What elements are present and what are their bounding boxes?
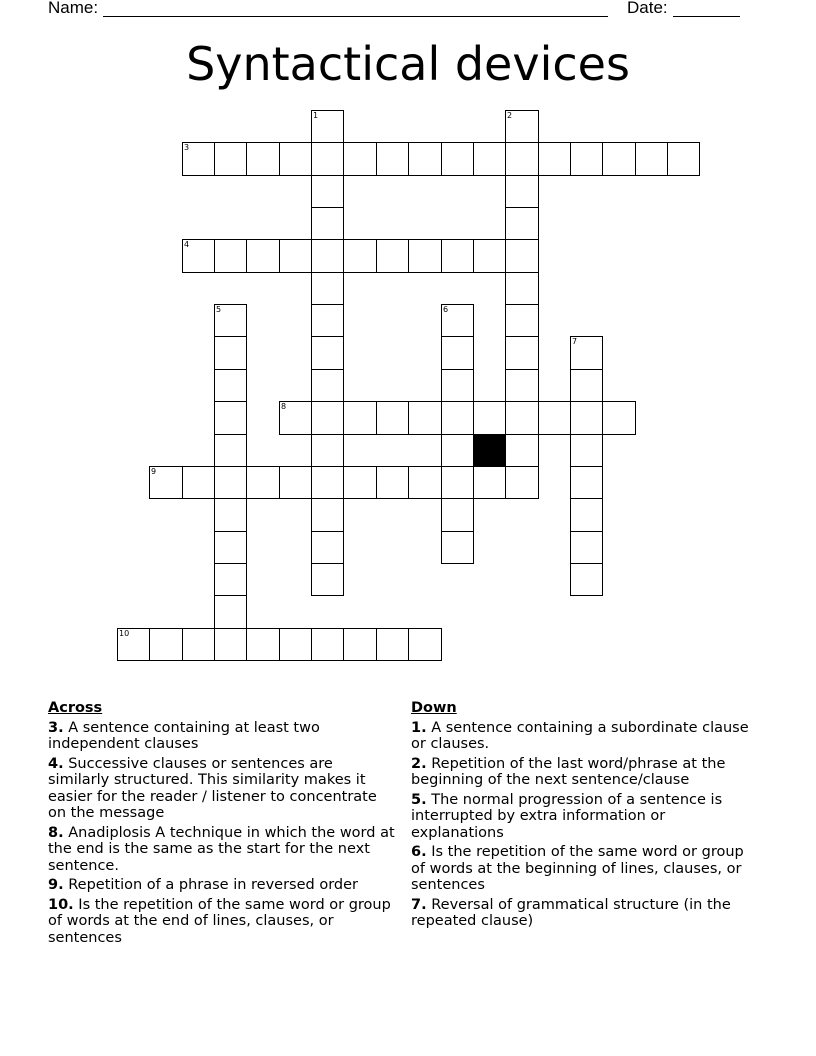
grid-cell[interactable] <box>376 401 409 435</box>
grid-cell[interactable] <box>279 466 312 499</box>
grid-cell[interactable] <box>311 401 344 435</box>
across-clues <box>48 700 398 949</box>
grid-cell[interactable] <box>570 142 603 176</box>
grid-cell[interactable] <box>441 369 474 402</box>
clue-number-label: 4 <box>184 240 190 249</box>
grid-cell[interactable] <box>246 466 280 499</box>
clue <box>411 792 751 842</box>
grid-cell[interactable] <box>311 466 344 499</box>
clue-number-label: 5 <box>216 305 222 314</box>
grid-cell[interactable] <box>505 175 539 208</box>
clue <box>48 877 398 894</box>
grid-cell[interactable] <box>311 498 344 532</box>
clue-number: 2. <box>411 755 427 772</box>
grid-cell[interactable] <box>408 401 442 435</box>
grid-cell[interactable] <box>602 401 636 435</box>
clue <box>48 720 398 753</box>
grid-cell[interactable] <box>505 401 539 435</box>
grid-cell[interactable] <box>214 434 247 467</box>
grid-cell[interactable] <box>149 628 183 661</box>
clue-text: Repetition of a phrase in reversed order <box>68 877 358 893</box>
clue-number: 9. <box>48 877 64 893</box>
clue <box>411 720 751 753</box>
clue-number: 3. <box>48 719 64 736</box>
clue-number-label: 9 <box>151 467 157 476</box>
clue-number-label: 3 <box>184 143 190 152</box>
grid-cell[interactable] <box>343 142 377 176</box>
clue-number-label: 7 <box>572 337 578 346</box>
grid-cell[interactable] <box>311 531 344 564</box>
clue-text: The normal progression of a sentence is interrupted by extra information or explanations <box>411 791 723 841</box>
grid-cell[interactable] <box>311 369 344 402</box>
grid-cell[interactable] <box>570 563 603 596</box>
grid-cell[interactable] <box>214 401 247 435</box>
grid-cell[interactable] <box>505 239 539 273</box>
grid-cell[interactable] <box>570 401 603 435</box>
clue <box>48 897 398 947</box>
grid-cell[interactable] <box>473 239 506 273</box>
clue-number: 1. <box>411 719 427 736</box>
grid-cell[interactable] <box>408 628 442 661</box>
down-clues <box>411 700 751 933</box>
grid-cell[interactable] <box>602 142 636 176</box>
grid-cell[interactable] <box>570 531 603 564</box>
grid-cell[interactable] <box>473 466 506 499</box>
grid-cell[interactable] <box>279 239 312 273</box>
grid-cell[interactable] <box>311 336 344 370</box>
black-cell <box>473 434 506 467</box>
grid-cell[interactable] <box>505 142 539 176</box>
name-label: Name: <box>48 0 99 17</box>
page-title: Syntactical devices <box>186 37 630 91</box>
grid-cell[interactable] <box>667 142 700 176</box>
clue <box>411 897 751 930</box>
grid-cell[interactable] <box>505 207 539 240</box>
clue-number: 4. <box>48 755 64 772</box>
clue-number: 7. <box>411 896 427 913</box>
grid-cell[interactable] <box>311 304 344 337</box>
grid-cell[interactable] <box>214 466 247 499</box>
clue-text: Repetition of the last word/phrase at the beginning of the next sentence/clause <box>411 755 726 788</box>
clue-number-label: 6 <box>443 305 449 314</box>
grid-cell[interactable] <box>505 304 539 337</box>
grid-cell[interactable] <box>246 628 280 661</box>
clue-number-label: 2 <box>507 111 513 120</box>
down-clue-list <box>411 720 751 930</box>
grid-cell[interactable] <box>376 239 409 273</box>
grid-cell[interactable] <box>408 466 442 499</box>
grid-cell[interactable] <box>441 531 474 564</box>
grid-cell[interactable] <box>343 401 377 435</box>
grid-cell[interactable] <box>570 434 603 467</box>
grid-cell[interactable] <box>343 628 377 661</box>
grid-cell[interactable] <box>473 142 506 176</box>
grid-cell[interactable] <box>343 239 377 273</box>
clue-number: 5. <box>411 791 427 808</box>
grid-cell[interactable] <box>570 466 603 499</box>
grid-cell[interactable] <box>214 531 247 564</box>
grid-cell[interactable] <box>505 369 539 402</box>
clue-text: A sentence containing a subordinate clause or clauses. <box>411 719 749 752</box>
grid-cell[interactable] <box>214 563 247 596</box>
clue-number-label: 10 <box>119 629 130 638</box>
grid-cell[interactable] <box>311 434 344 467</box>
grid-cell[interactable] <box>214 628 247 661</box>
grid-cell[interactable] <box>376 466 409 499</box>
grid-cell[interactable] <box>214 369 247 402</box>
clue <box>48 756 398 822</box>
clue-number: 8. <box>48 824 64 841</box>
clue <box>411 844 751 894</box>
across-clue-list <box>48 720 398 947</box>
grid-cell[interactable] <box>279 628 312 661</box>
grid-cell[interactable] <box>246 142 280 176</box>
grid-cell[interactable] <box>441 401 474 435</box>
grid-cell[interactable] <box>311 239 344 273</box>
grid-cell[interactable] <box>538 401 571 435</box>
grid-cell[interactable] <box>408 239 442 273</box>
clue <box>411 756 751 789</box>
clue-number: 6. <box>411 844 427 860</box>
grid-cell[interactable] <box>246 239 280 273</box>
grid-cell[interactable] <box>570 369 603 402</box>
clue-text: Anadiplosis A technique in which the word at the end is the same as the start for the next sentence. <box>48 824 395 874</box>
down-heading: Down <box>411 700 457 716</box>
grid-cell[interactable] <box>214 595 247 629</box>
grid-cell[interactable] <box>441 498 474 532</box>
across-heading: Across <box>48 700 103 716</box>
clue-text: A sentence containing at least two independent clauses <box>48 719 320 752</box>
clue-text: Reversal of grammatical structure (in the repeated clause) <box>411 896 731 929</box>
grid-cell[interactable] <box>214 239 247 273</box>
grid-cell[interactable] <box>214 336 247 370</box>
grid-cell[interactable] <box>441 336 474 370</box>
grid-cell[interactable] <box>214 498 247 532</box>
grid-cell[interactable] <box>505 466 539 499</box>
grid-cell[interactable] <box>635 142 668 176</box>
grid-cell[interactable] <box>311 175 344 208</box>
grid-cell[interactable] <box>376 628 409 661</box>
grid-cell[interactable] <box>505 272 539 305</box>
grid-cell[interactable] <box>441 466 474 499</box>
clue-text: Is the repetition of the same word or group of words at the end of lines, clauses, or sentences <box>48 896 391 946</box>
grid-cell[interactable] <box>538 142 571 176</box>
grid-cell[interactable] <box>311 142 344 176</box>
grid-cell[interactable] <box>182 628 215 661</box>
grid-cell[interactable] <box>473 401 506 435</box>
clue-number: 10. <box>48 896 74 913</box>
grid-cell[interactable] <box>441 434 474 467</box>
grid-cell[interactable] <box>311 563 344 596</box>
grid-cell[interactable] <box>311 272 344 305</box>
grid-cell[interactable] <box>505 336 539 370</box>
clue-number-label: 8 <box>281 402 287 411</box>
clue <box>48 825 398 875</box>
clue-text: Is the repetition of the same word or group of words at the beginning of lines, clauses, or sentences <box>411 844 744 893</box>
grid-cell[interactable] <box>279 142 312 176</box>
grid-cell[interactable] <box>408 142 442 176</box>
grid-cell[interactable] <box>182 466 215 499</box>
clue-text: Successive clauses or sentences are similarly structured. This similarity makes it easier for the reader / listener to concentrate on the message <box>48 755 377 821</box>
grid-cell[interactable] <box>376 142 409 176</box>
grid-cell[interactable] <box>311 207 344 240</box>
grid-cell[interactable] <box>343 466 377 499</box>
grid-cell[interactable] <box>441 142 474 176</box>
date-label: Date: <box>627 0 668 17</box>
grid-cell[interactable] <box>570 498 603 532</box>
grid-cell[interactable] <box>441 239 474 273</box>
grid-cell[interactable] <box>214 142 247 176</box>
grid-cell[interactable] <box>311 628 344 661</box>
clue-number-label: 1 <box>313 111 319 120</box>
grid-cell[interactable] <box>505 434 539 467</box>
